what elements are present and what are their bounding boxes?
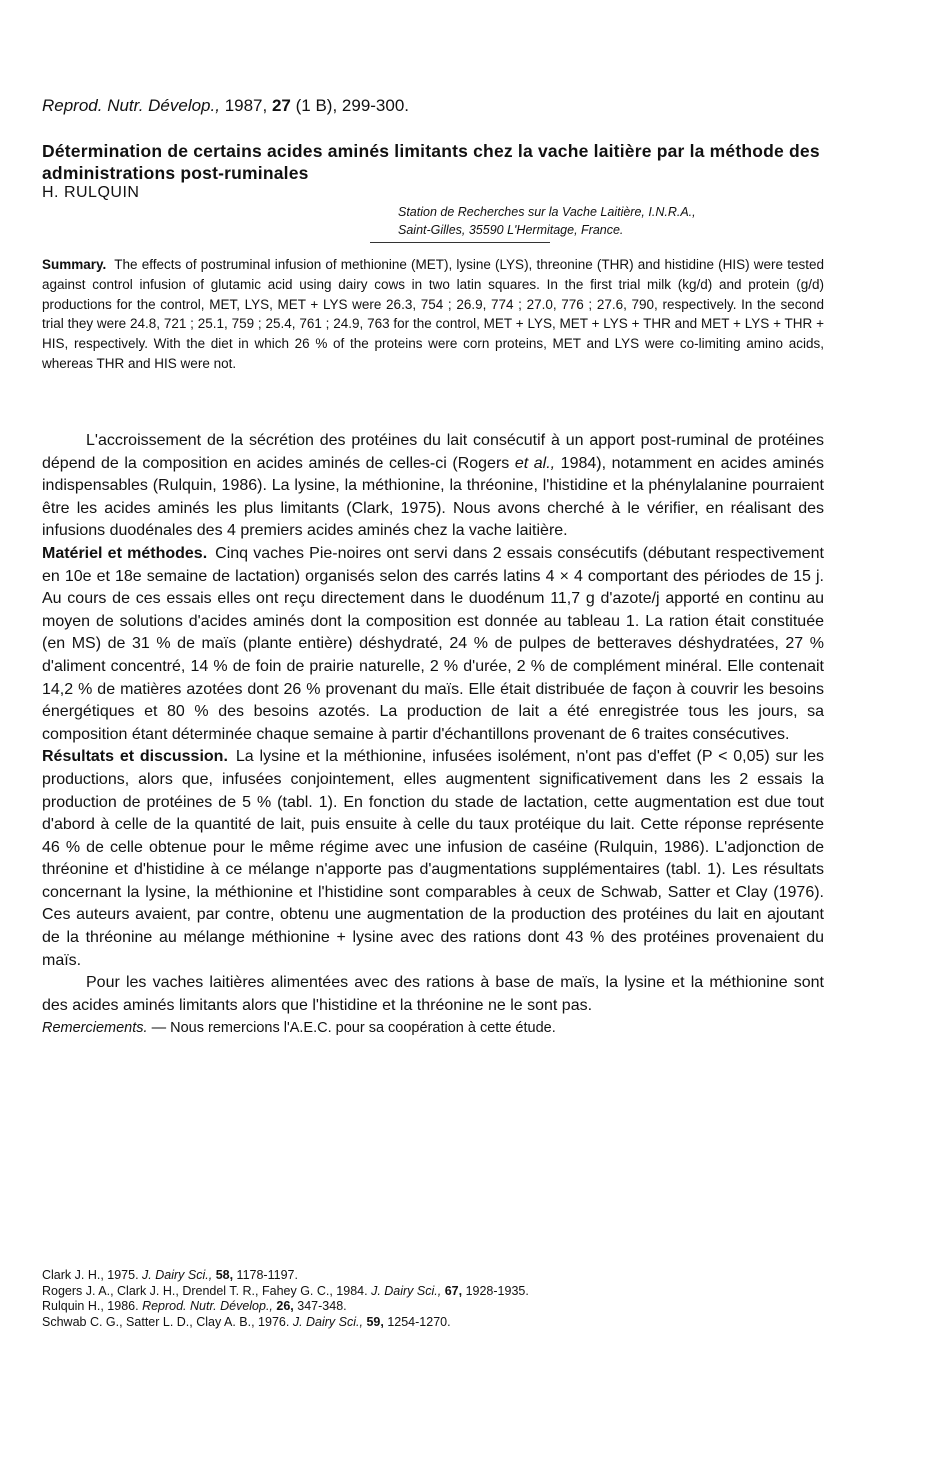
reference-authors: Clark J. H., 1975. [42,1268,143,1282]
affiliation-line-2: Saint-Gilles, 35590 L'Hermitage, France. [398,223,624,237]
summary-paragraph [42,255,824,374]
reference-pages: 1178-1197. [233,1268,298,1282]
reference-authors: Rulquin H., 1986. [42,1299,143,1314]
author-name: H. RULQUIN [42,184,140,201]
affiliation-line-1: Station de Recherches sur la Vache Laitière, I.N.R.A., [398,205,696,219]
summary-text: The effects of postruminal infusion of methionine (MET), lysine (LYS), threonine (THR) and histidine (HIS) were tested against control infusion of glutamic acid using dairy cows in two latin squares. In the first trial milk (kg/d) and protein (g/d) productions for the control, MET, LYS, MET + LYS were 26.3, 754 ; 26.9, 774 ; 27.0, 776 ; 27.6, 790, respectively. In the second trial they were 24.8, 721 ; 25.1, 759 ; 25.4, 761 ; 24.9, 763 for the control, MET + LYS, MET + LYS + THR and MET + LYS + THR + HIS, respectively. With the diet in which 26 % of the proteins were corn proteins, MET and LYS were co-limiting amino acids, whereas THR and HIS were not. [42,257,824,371]
methods-text: Cinq vaches Pie-noires ont servi dans 2 essais consécutifs (débutant respectivement en 10e et 18e semaine de lactation) organisés selon des carrés latins 4 × 4 comportant des périodes de 15 j. Au cours de ces essais elles ont reçu directement dans le duodénum 11,7 g d'azote/j apporté en continu au moyen de solutions d'acides aminés dont la composition est donnée au tableau 1. La ration était constituée (en MS) de 31 % de maïs (plante entière) déshydraté, 24 % de pulpes de betteraves déshydratées, 27 % d'aliment concentré, 14 % de foin de prairie naturelle, 2 % d'urée, 2 % de complément minéral. Elle contenait 14,2 % de matières azotées dont 26 % provenant du maïs. Elle était distribuée de façon à couvrir les besoins énergétiques et 80 % des besoins azotés. La production de lait a été enregistrée tous les jours, sa composition étant déterminée chaque semaine à partir d'échantillons provenant de 6 traites consécutives. [42,544,824,743]
results-paragraph [42,746,824,972]
journal-citation [42,96,409,116]
summary-label: Summary. [42,257,107,272]
conclusion-paragraph: Pour les vaches laitières alimentées avec des rations à base de maïs, la lysine et la méthionine sont des acides aminés limitants alors que l'histidine et la thréonine ne le sont pas. [42,974,824,1014]
reference-journal: J. Dairy Sci., [142,1268,213,1282]
methods-paragraph [42,543,824,746]
author-affiliation [398,203,828,239]
methods-heading: Matériel et méthodes. [42,544,208,562]
reference-authors: Schwab C. G., Satter L. D., Clay A. B., 1976. [42,1314,293,1329]
journal-volume: 27 [271,96,291,115]
journal-name: Reprod. Nutr. Dévelop., [42,96,220,115]
acknowledgment-paragraph [42,1017,824,1040]
journal-year: 1987, [224,96,268,115]
reference-pages: 1254-1270. [383,1314,451,1329]
reference-item [42,1268,832,1284]
intro-text-1: L'accroissement de la sécrétion des protéines du lait consécutif à un apport post-ruminal de protéines dépend de la composition en acides aminés de celles-ci (Rogers [42,432,824,472]
results-text: La lysine et la méthionine, infusées isolément, n'ont pas d'effet (P < 0,05) sur les productions, alors que, infusées conjointement, elles augmentent significativement dans les 2 essais la production de protéines de 5 % (tabl. 1). En fonction du stade de lactation, cette augmentation est due tout d'abord à celle de la quantité de lait, puis ensuite à celle du taux protéique du lait. Cette réponse représente 46 % de celle obtenue pour le même régime avec une infusion de caséine (Rulquin, 1986). L'adjonction de thréonine et d'histidine à ce mélange n'apporte pas d'augmentations supplémentaires (tabl. 1). Les résultats concernant la lysine, la méthionine et l'histidine sont comparables à ceux de Schwab, Satter et Clay (1976). Ces auteurs avaient, par contre, obtenu une augmentation de la production des protéines du lait en ajoutant de la thréonine au mélange méthionine + lysine avec des rations dont 43 % des protéines provenaient du maïs. [42,748,824,969]
reference-journal: J. Dairy Sci., [292,1314,363,1329]
reference-volume: 67, [444,1283,463,1298]
reference-item [42,1315,832,1331]
acknowledgment-label: Remerciements. [42,1020,148,1037]
reference-journal: Reprod. Nutr. Dévelop., [142,1299,273,1314]
reference-pages: 1928-1935. [462,1283,529,1298]
reference-item [42,1284,832,1300]
reference-journal: J. Dairy Sci., [371,1283,442,1298]
journal-issue-pages: (1 B), 299-300. [295,96,410,115]
acknowledgment-text: — Nous remercions l'A.E.C. pour sa coopération à cette étude. [147,1020,556,1037]
intro-et-al: et al., [514,454,556,472]
intro-text-2: 1984), notamment en acides aminés indispensables (Rulquin, 1986). La lysine, la méthionine, la thréonine, l'histidine et la phénylalanine pourraient être les acides aminés les plus limitants (Clark, 1975). Nous avons cherché à le vérifier, en réalisant des infusions duodénales des 4 premiers acides aminés chez la vache laitière. [42,454,824,540]
reference-volume: 58, [215,1268,234,1282]
reference-volume: 26, [276,1299,294,1314]
intro-paragraph [42,430,824,543]
divider-rule [370,242,550,243]
reference-volume: 59, [366,1314,384,1329]
article-title: Détermination de certains acides aminés limitants chez la vache laitière par la méthode des administrations post-ruminales [42,141,820,183]
reference-authors: Rogers J. A., Clark J. H., Drendel T. R., Fahey G. C., 1984. [42,1283,372,1298]
reference-pages: 347-348. [293,1299,347,1314]
reference-list [42,1268,832,1330]
results-heading: Résultats et discussion. [42,748,228,766]
reference-item [42,1299,832,1315]
article-body [42,430,824,1040]
